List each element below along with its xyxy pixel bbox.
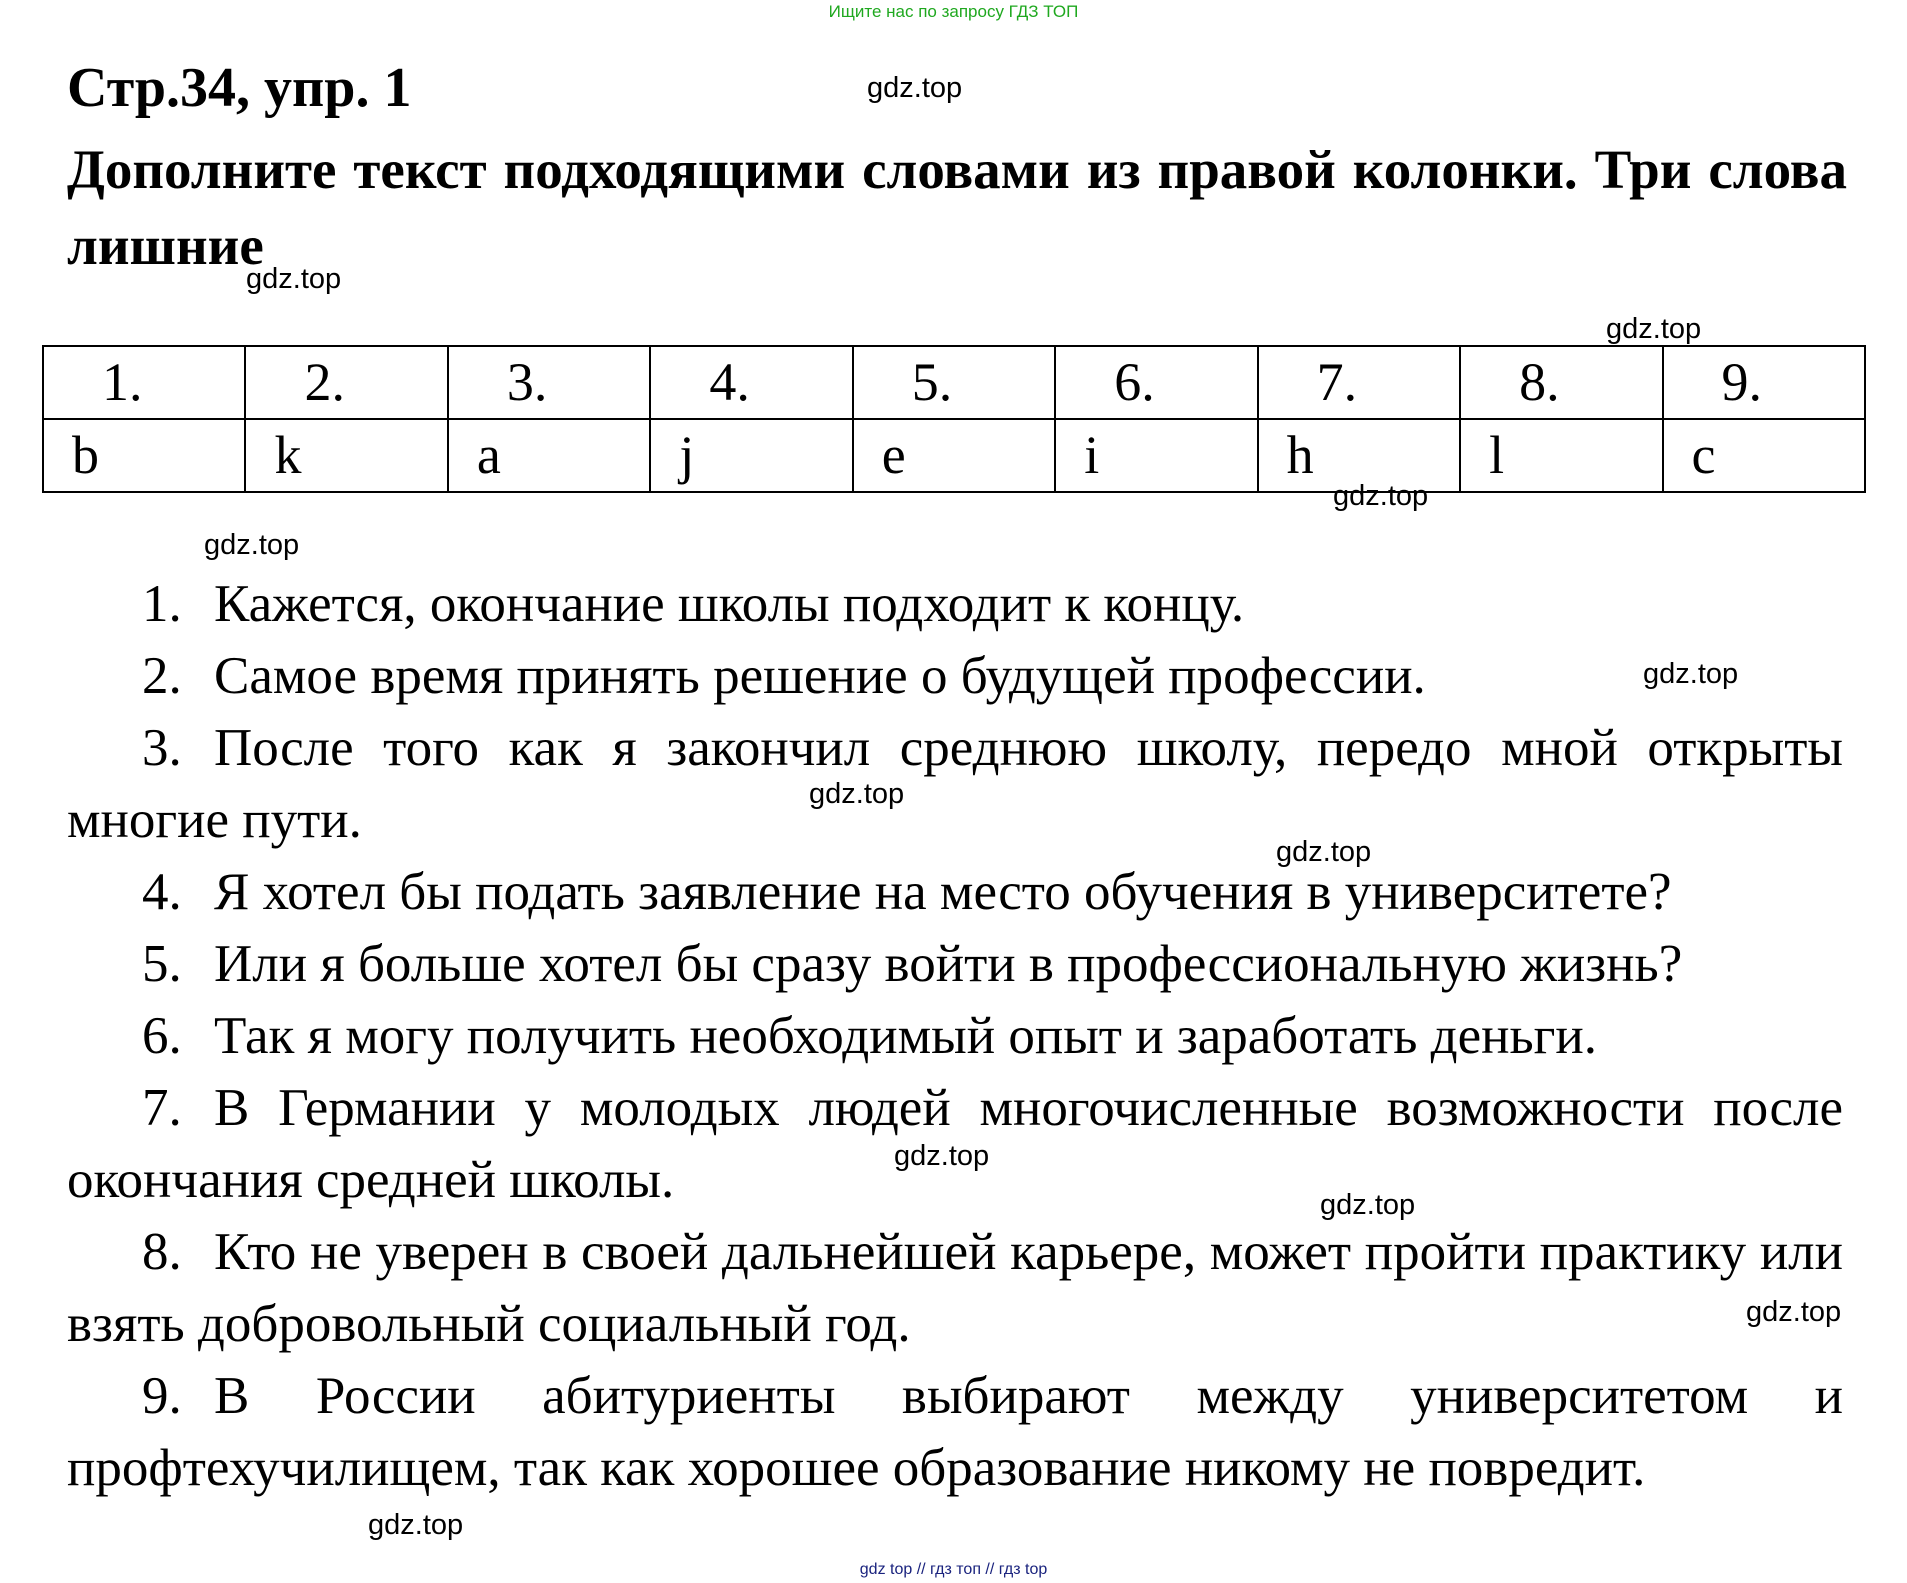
sentence-list <box>67 568 1843 1504</box>
sentence-number: 9. <box>142 1367 182 1425</box>
sentence-item <box>67 1216 1843 1360</box>
watermark: gdz.top <box>1643 658 1739 690</box>
sentence-text: Самое время принять решение о будущей профессии. <box>214 647 1426 705</box>
answer-letter: j <box>650 419 852 492</box>
watermark: gdz.top <box>368 1509 464 1541</box>
answer-letter: c <box>1663 419 1866 492</box>
sentence-item <box>67 1360 1843 1504</box>
watermark: gdz.top <box>246 263 342 295</box>
answer-letter: h <box>1258 419 1460 492</box>
watermark: gdz.top <box>1746 1296 1842 1328</box>
sentence-text: Кто не уверен в своей дальнейшей карьере, может пройти практику или взять добровольный социальный год. <box>67 1223 1843 1353</box>
sentence-number: 3. <box>142 719 182 777</box>
sentence-number: 8. <box>142 1223 182 1281</box>
answer-letter: l <box>1460 419 1662 492</box>
watermark: gdz.top <box>1606 313 1702 345</box>
answer-letter: e <box>853 419 1055 492</box>
exercise-title: Стр.34, упр. 1 <box>67 57 412 119</box>
watermark: gdz.top <box>867 72 963 104</box>
answer-number: 2. <box>245 346 447 419</box>
sentence-item <box>67 568 1843 640</box>
sentence-number: 6. <box>142 1007 182 1065</box>
answer-number: 7. <box>1258 346 1460 419</box>
sentence-text: В России абитуриенты выбирают между университетом и профтехучилищем, так как хорошее образование никому не повредит. <box>67 1367 1843 1497</box>
answer-number: 4. <box>650 346 852 419</box>
sentence-number: 4. <box>142 863 182 921</box>
answer-letter: b <box>43 419 245 492</box>
sentence-item <box>67 640 1843 712</box>
answer-number: 1. <box>43 346 245 419</box>
answer-letter: k <box>245 419 447 492</box>
answer-number: 9. <box>1663 346 1866 419</box>
answer-number: 6. <box>1055 346 1257 419</box>
sentence-text: В Германии у молодых людей многочисленные возможности после окончания средней школы. <box>67 1079 1843 1209</box>
watermark: gdz.top <box>1320 1189 1416 1221</box>
sentence-item <box>67 712 1843 856</box>
watermark: gdz.top <box>894 1140 990 1172</box>
sentence-text: После того как я закончил среднюю школу, передо мной открыты многие пути. <box>67 719 1843 849</box>
answer-number-row <box>43 346 1865 419</box>
sentence-item <box>67 928 1843 1000</box>
answer-table <box>42 345 1866 493</box>
watermark: gdz.top <box>204 529 300 561</box>
watermark: gdz.top <box>809 778 905 810</box>
sentence-item <box>67 856 1843 928</box>
exercise-instruction: Дополните текст подходящими словами из правой колонки. Три слова лишние <box>67 139 1847 276</box>
answer-number: 8. <box>1460 346 1662 419</box>
top-banner: Ищите нас по запросу ГДЗ ТОП <box>828 2 1079 21</box>
sentence-text: Кажется, окончание школы подходит к концу. <box>214 575 1245 633</box>
sentence-text: Так я могу получить необходимый опыт и заработать деньги. <box>214 1007 1597 1065</box>
answer-letter-row <box>43 419 1865 492</box>
answer-number: 3. <box>448 346 650 419</box>
sentence-text: Или я больше хотел бы сразу войти в профессиональную жизнь? <box>214 935 1683 993</box>
watermark: gdz.top <box>1333 480 1429 512</box>
sentence-number: 1. <box>142 575 182 633</box>
sentence-number: 7. <box>142 1079 182 1137</box>
sentence-text: Я хотел бы подать заявление на место обучения в университете? <box>214 863 1672 921</box>
watermark: gdz.top <box>1276 836 1372 868</box>
answer-number: 5. <box>853 346 1055 419</box>
answer-letter: a <box>448 419 650 492</box>
answer-letter: i <box>1055 419 1257 492</box>
sentence-item <box>67 1000 1843 1072</box>
sentence-number: 2. <box>142 647 182 705</box>
bottom-banner: gdz top // гдз топ // гдз top <box>859 1561 1048 1578</box>
sentence-number: 5. <box>142 935 182 993</box>
